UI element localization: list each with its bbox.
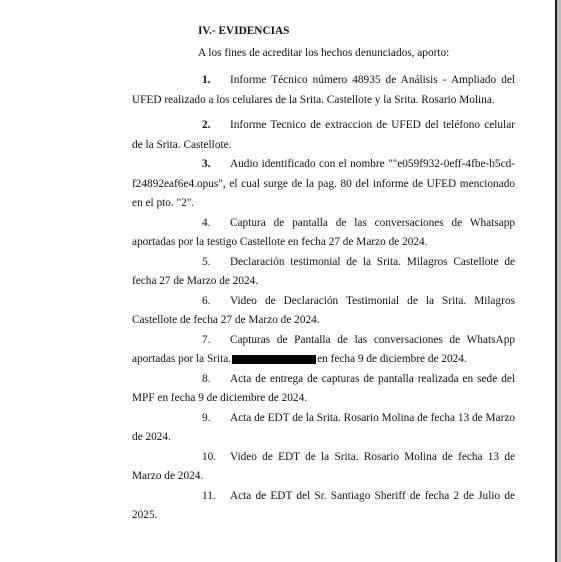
- item-number: 3.: [202, 158, 211, 170]
- item-number: 2.: [202, 119, 211, 131]
- evidence-item-8: [132, 370, 515, 409]
- evidence-item-6: [132, 292, 515, 331]
- evidence-item-10: [132, 448, 515, 487]
- item-text: Captura de pantalla de las conversaciones de Whatsapp aportadas por la testigo Castellote en fecha 27 de Marzo de 2024.: [132, 216, 515, 248]
- item-number: 11.: [202, 489, 216, 502]
- item-number: 7.: [202, 333, 211, 346]
- item-number: 1.: [202, 74, 211, 86]
- section-heading: IV.- EVIDENCIAS: [198, 25, 290, 37]
- item-number: 9.: [202, 411, 211, 424]
- item-text: Acta de EDT del Sr. Santiago Sheriff de fecha 2 de Julio de 2025.: [132, 489, 515, 521]
- evidence-item-1: [132, 71, 515, 110]
- evidence-item-5: [132, 253, 515, 292]
- page-shadow: [557, 0, 561, 562]
- item-number: 10.: [202, 450, 217, 463]
- evidence-item-4: [132, 214, 515, 253]
- item-number: 8.: [202, 372, 211, 385]
- item-text: Declaración testimonial de la Srita. Milagros Castellote de fecha 27 de Marzo de 2024.: [132, 255, 515, 287]
- item-number: 4.: [202, 216, 211, 229]
- item-text-after: en fecha 9 de diciembre de 2024.: [317, 353, 467, 365]
- item-text-before: Capturas de Pantalla de las conversaciones de WhatsApp aportadas por la Srita.: [132, 333, 515, 365]
- item-text: Informe Tecnico de extraccion de UFED del teléfono celular de la Srita. Castellote.: [132, 119, 515, 151]
- item-number: 5.: [202, 255, 211, 268]
- item-text: Acta de EDT de la Srita. Rosario Molina de fecha 13 de Marzo de 2024.: [132, 411, 515, 443]
- evidence-item-11: [132, 487, 515, 526]
- document-body: [132, 22, 515, 526]
- item-number: 6.: [202, 294, 211, 307]
- evidence-item-9: [132, 409, 515, 448]
- evidence-item-3: [132, 155, 515, 214]
- page-edge: [555, 0, 557, 562]
- redaction-bar: [232, 355, 316, 364]
- item-text: Informe Técnico número 48935 de Análisis - Ampliado del UFED realizado a los celulares de la Srita. Castellote y la Srita. Rosario Molina.: [132, 74, 515, 106]
- item-text: Video de Declaración Testimonial de la Srita. Milagros Castellote de fecha 27 de Marzo de 2024.: [132, 294, 515, 326]
- section-intro: A los fines de acreditar los hechos denunciados, aporto:: [198, 46, 450, 59]
- item-text: Acta de entrega de capturas de pantalla realizada en sede del MPF en fecha 9 de diciembre de 2024.: [132, 372, 515, 404]
- item-text: Video de EDT de la Srita. Rosario Molina de fecha 13 de Marzo de 2024.: [132, 450, 515, 482]
- item-text: Audio identificado con el nombre ""e059f932-0eff-4fbe-b5cd-f24892eaf6e4.opus", el cual surge de la pag. 80 del informe de UFED mencionado en el pto. "2".: [132, 158, 515, 209]
- evidence-item-2: [132, 116, 515, 155]
- evidence-item-7: [132, 331, 515, 370]
